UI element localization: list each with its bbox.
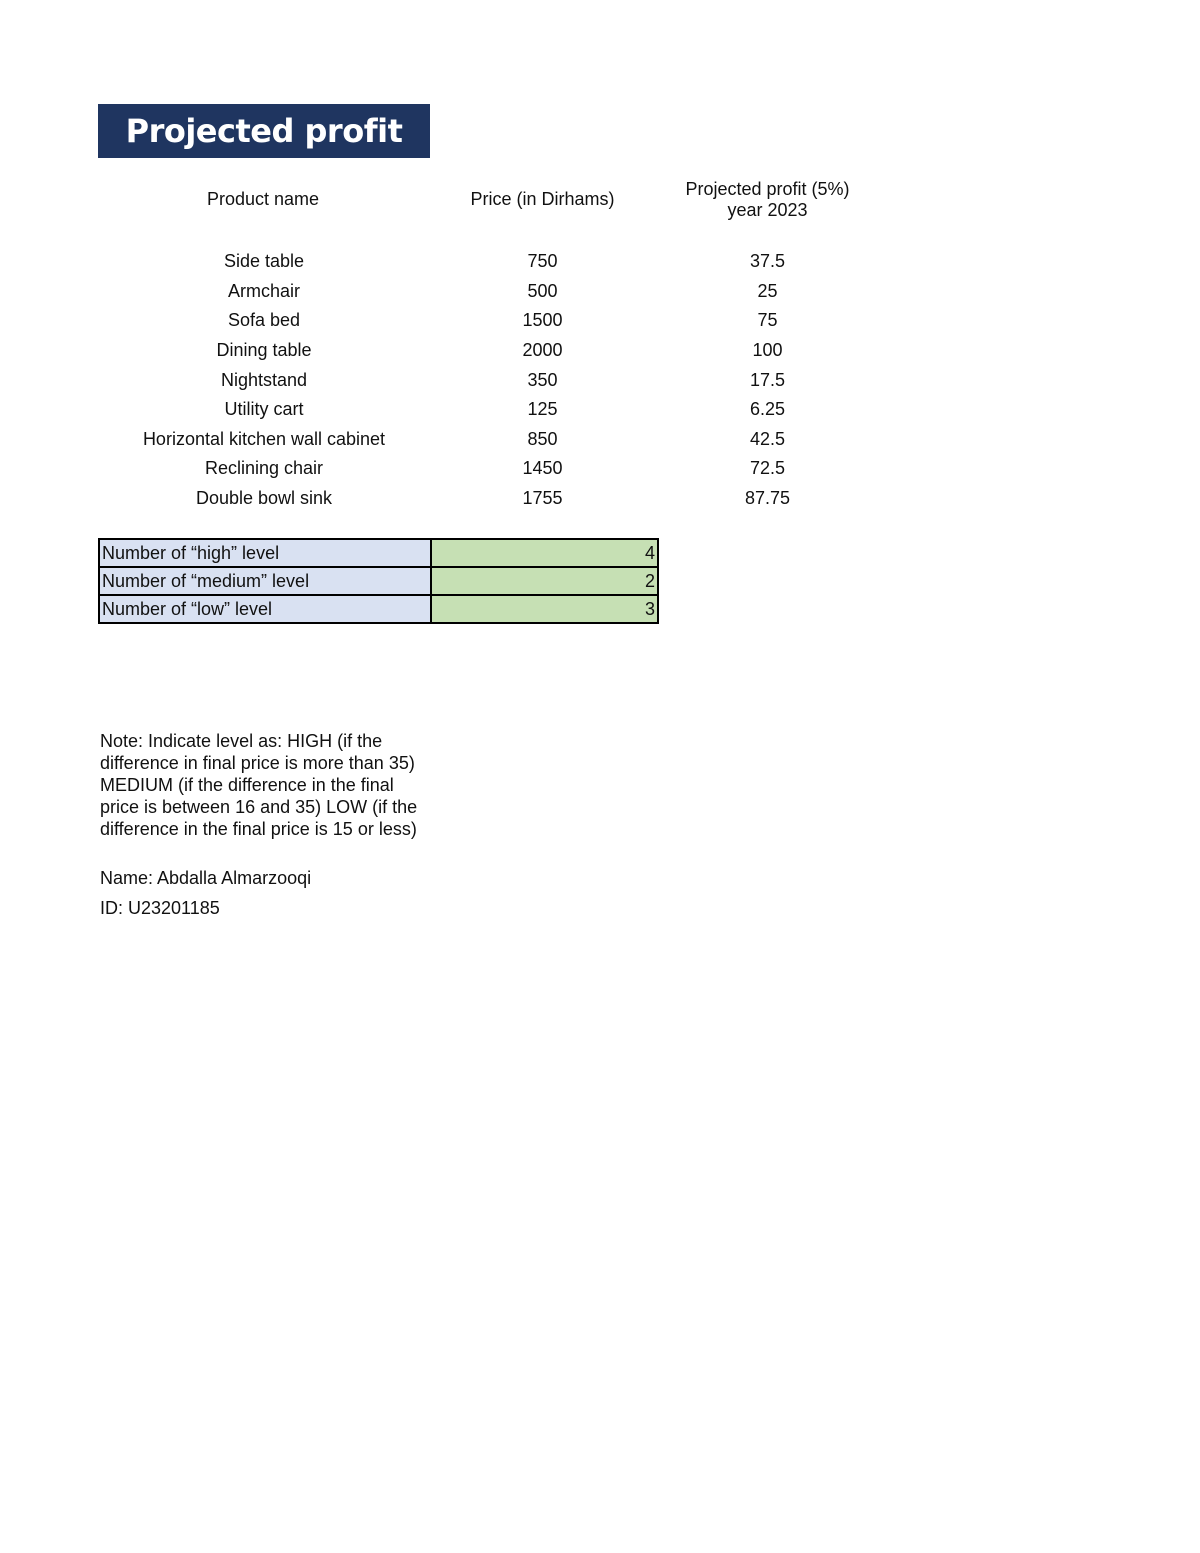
table-row xyxy=(98,425,880,455)
header-product-name[interactable]: Product name xyxy=(206,189,320,209)
product-price-cell[interactable]: 1450 xyxy=(522,458,563,479)
summary-row-medium xyxy=(99,567,658,595)
product-name-cell[interactable]: Nightstand xyxy=(220,369,308,390)
product-profit-cell[interactable]: 37.5 xyxy=(749,251,786,272)
table-row xyxy=(98,336,880,366)
table-row xyxy=(98,247,880,277)
product-name-cell[interactable]: Sofa bed xyxy=(227,310,301,331)
header-projected-profit-line1: Projected profit (5%) xyxy=(685,179,850,199)
product-name-cell[interactable]: Utility cart xyxy=(224,399,304,420)
product-price-cell[interactable]: 750 xyxy=(527,251,558,272)
product-profit-cell[interactable]: 75 xyxy=(757,310,778,331)
table-row xyxy=(98,395,880,425)
product-price-cell[interactable]: 1500 xyxy=(522,310,563,331)
product-name-cell[interactable]: Horizontal kitchen wall cabinet xyxy=(142,428,386,449)
product-price-cell[interactable]: 2000 xyxy=(522,340,563,361)
table-row xyxy=(98,454,880,484)
student-name[interactable]: Name: Abdalla Almarzooqi xyxy=(100,868,312,888)
product-name-cell[interactable]: Reclining chair xyxy=(204,458,324,479)
table-row xyxy=(98,306,880,336)
header-projected-profit[interactable] xyxy=(655,179,880,221)
level-summary-table xyxy=(98,538,659,624)
summary-row-low xyxy=(99,595,658,623)
product-profit-cell[interactable]: 72.5 xyxy=(749,458,786,479)
product-profit-cell[interactable]: 87.75 xyxy=(744,488,791,509)
product-price-cell[interactable]: 850 xyxy=(527,428,558,449)
product-profit-cell[interactable]: 17.5 xyxy=(749,369,786,390)
product-name-cell[interactable]: Armchair xyxy=(227,280,300,301)
product-profit-cell[interactable]: 6.25 xyxy=(749,399,786,420)
product-profit-cell[interactable]: 42.5 xyxy=(749,428,786,449)
table-row xyxy=(98,484,880,514)
header-projected-profit-line2: year 2023 xyxy=(727,200,808,220)
level-note[interactable]: Note: Indicate level as: HIGH (if the difference in final price is more than 35) MEDIUM (if the difference in the final price is between 16 and 35) LOW (if the difference in the final price is 15 or less) xyxy=(100,731,418,839)
product-price-cell[interactable]: 1755 xyxy=(522,488,563,509)
product-name-cell[interactable]: Side table xyxy=(223,251,305,272)
table-row xyxy=(98,277,880,307)
product-table xyxy=(98,247,880,513)
product-name-cell[interactable]: Double bowl sink xyxy=(195,488,333,509)
summary-row-high xyxy=(99,539,658,567)
product-profit-cell[interactable]: 25 xyxy=(757,280,778,301)
product-price-cell[interactable]: 350 xyxy=(527,369,558,390)
summary-value-high[interactable]: 4 xyxy=(431,539,658,567)
product-profit-cell[interactable]: 100 xyxy=(752,340,783,361)
summary-label-medium[interactable]: Number of “medium” level xyxy=(99,567,431,595)
summary-label-high[interactable]: Number of “high” level xyxy=(99,539,431,567)
page-title-banner xyxy=(98,104,430,158)
product-price-cell[interactable]: 125 xyxy=(527,399,558,420)
header-price[interactable]: Price (in Dirhams) xyxy=(470,189,615,209)
product-name-cell[interactable]: Dining table xyxy=(216,340,312,361)
summary-value-medium[interactable]: 2 xyxy=(431,567,658,595)
student-id[interactable]: ID: U23201185 xyxy=(100,898,220,918)
page-title: Projected profit xyxy=(125,112,403,150)
summary-label-low[interactable]: Number of “low” level xyxy=(99,595,431,623)
table-row xyxy=(98,365,880,395)
product-price-cell[interactable]: 500 xyxy=(527,280,558,301)
summary-value-low[interactable]: 3 xyxy=(431,595,658,623)
